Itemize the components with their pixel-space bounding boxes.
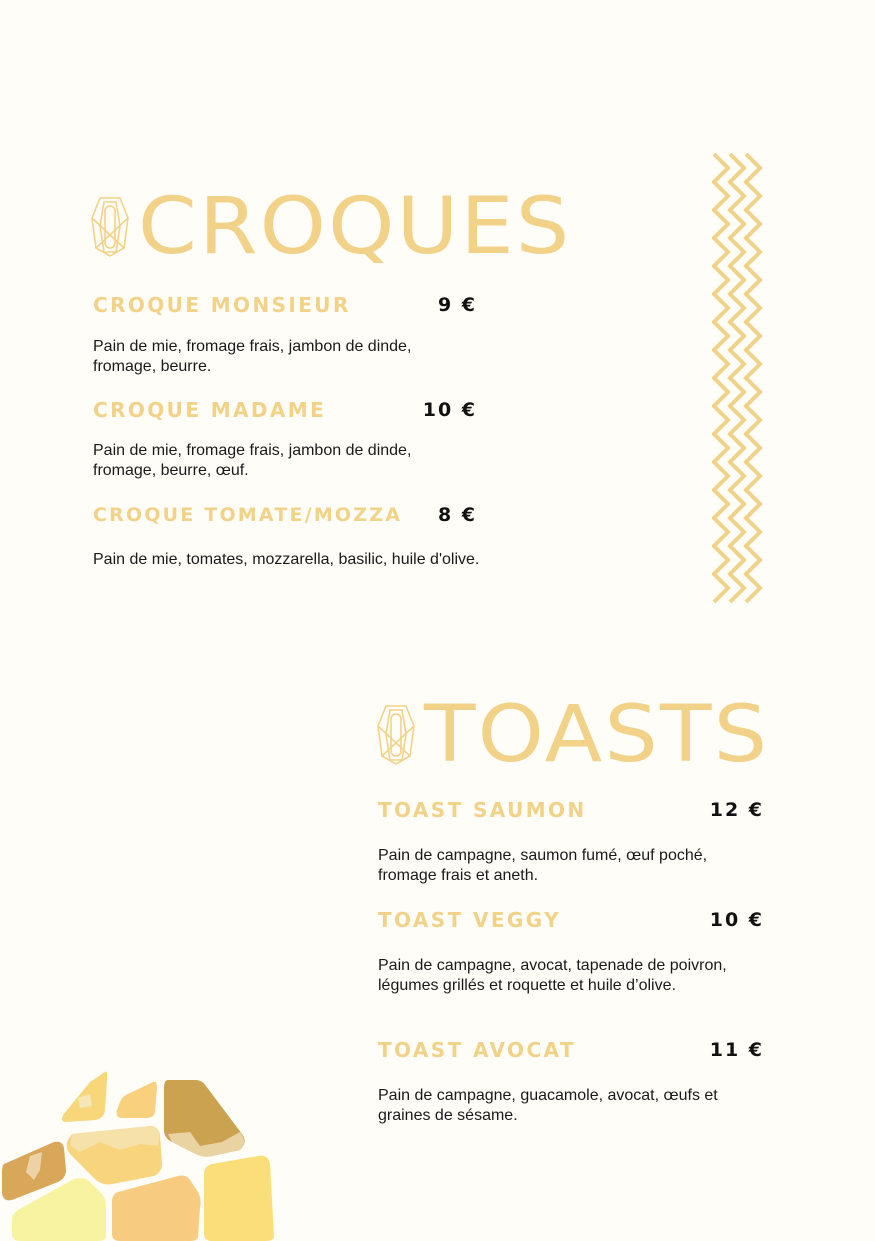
gem-icon [376,704,416,766]
menu-item [93,504,480,570]
item-description: Pain de campagne, saumon fumé, œuf poché, fromage frais et aneth. [378,847,708,884]
zigzag-lines-icon [712,152,768,612]
menu-item [378,798,764,886]
item-price: 12 € [709,799,764,821]
item-price: 9 € [437,294,477,316]
item-description: Pain de mie, tomates, mozzarella, basilic, huile d'olive. [93,551,480,568]
menu-item [378,908,764,996]
section-title-label: CROQUES [138,182,572,272]
item-price: 10 € [709,909,764,931]
item-price: 10 € [422,399,477,421]
section-title-label: TOASTS [424,690,770,780]
menu-item [93,398,477,481]
gem-icon [90,196,130,258]
item-description: Pain de mie, fromage frais, jambon de dinde, fromage, beurre, œuf. [93,442,412,479]
item-name: CROQUE MADAME [93,398,327,422]
item-name: CROQUE MONSIEUR [93,293,351,317]
stone-mosaic-illustration [0,1060,290,1241]
menu-item [93,293,477,377]
item-name: CROQUE TOMATE/MOZZA [93,504,403,526]
item-price: 11 € [709,1039,764,1061]
item-name: TOAST VEGGY [378,908,562,932]
item-name: TOAST SAUMON [378,798,587,822]
menu-item [378,1038,764,1126]
item-description: Pain de campagne, guacamole, avocat, œufs et graines de sésame. [378,1087,718,1124]
item-description: Pain de campagne, avocat, tapenade de poivron, légumes grillés et roquette et huile d’olive. [378,957,727,994]
item-description: Pain de mie, fromage frais, jambon de dinde, fromage, beurre. [93,338,412,375]
section-title-toasts [376,690,770,780]
item-name: TOAST AVOCAT [378,1038,576,1062]
item-price: 8 € [437,504,477,526]
section-title-croques [90,182,572,272]
